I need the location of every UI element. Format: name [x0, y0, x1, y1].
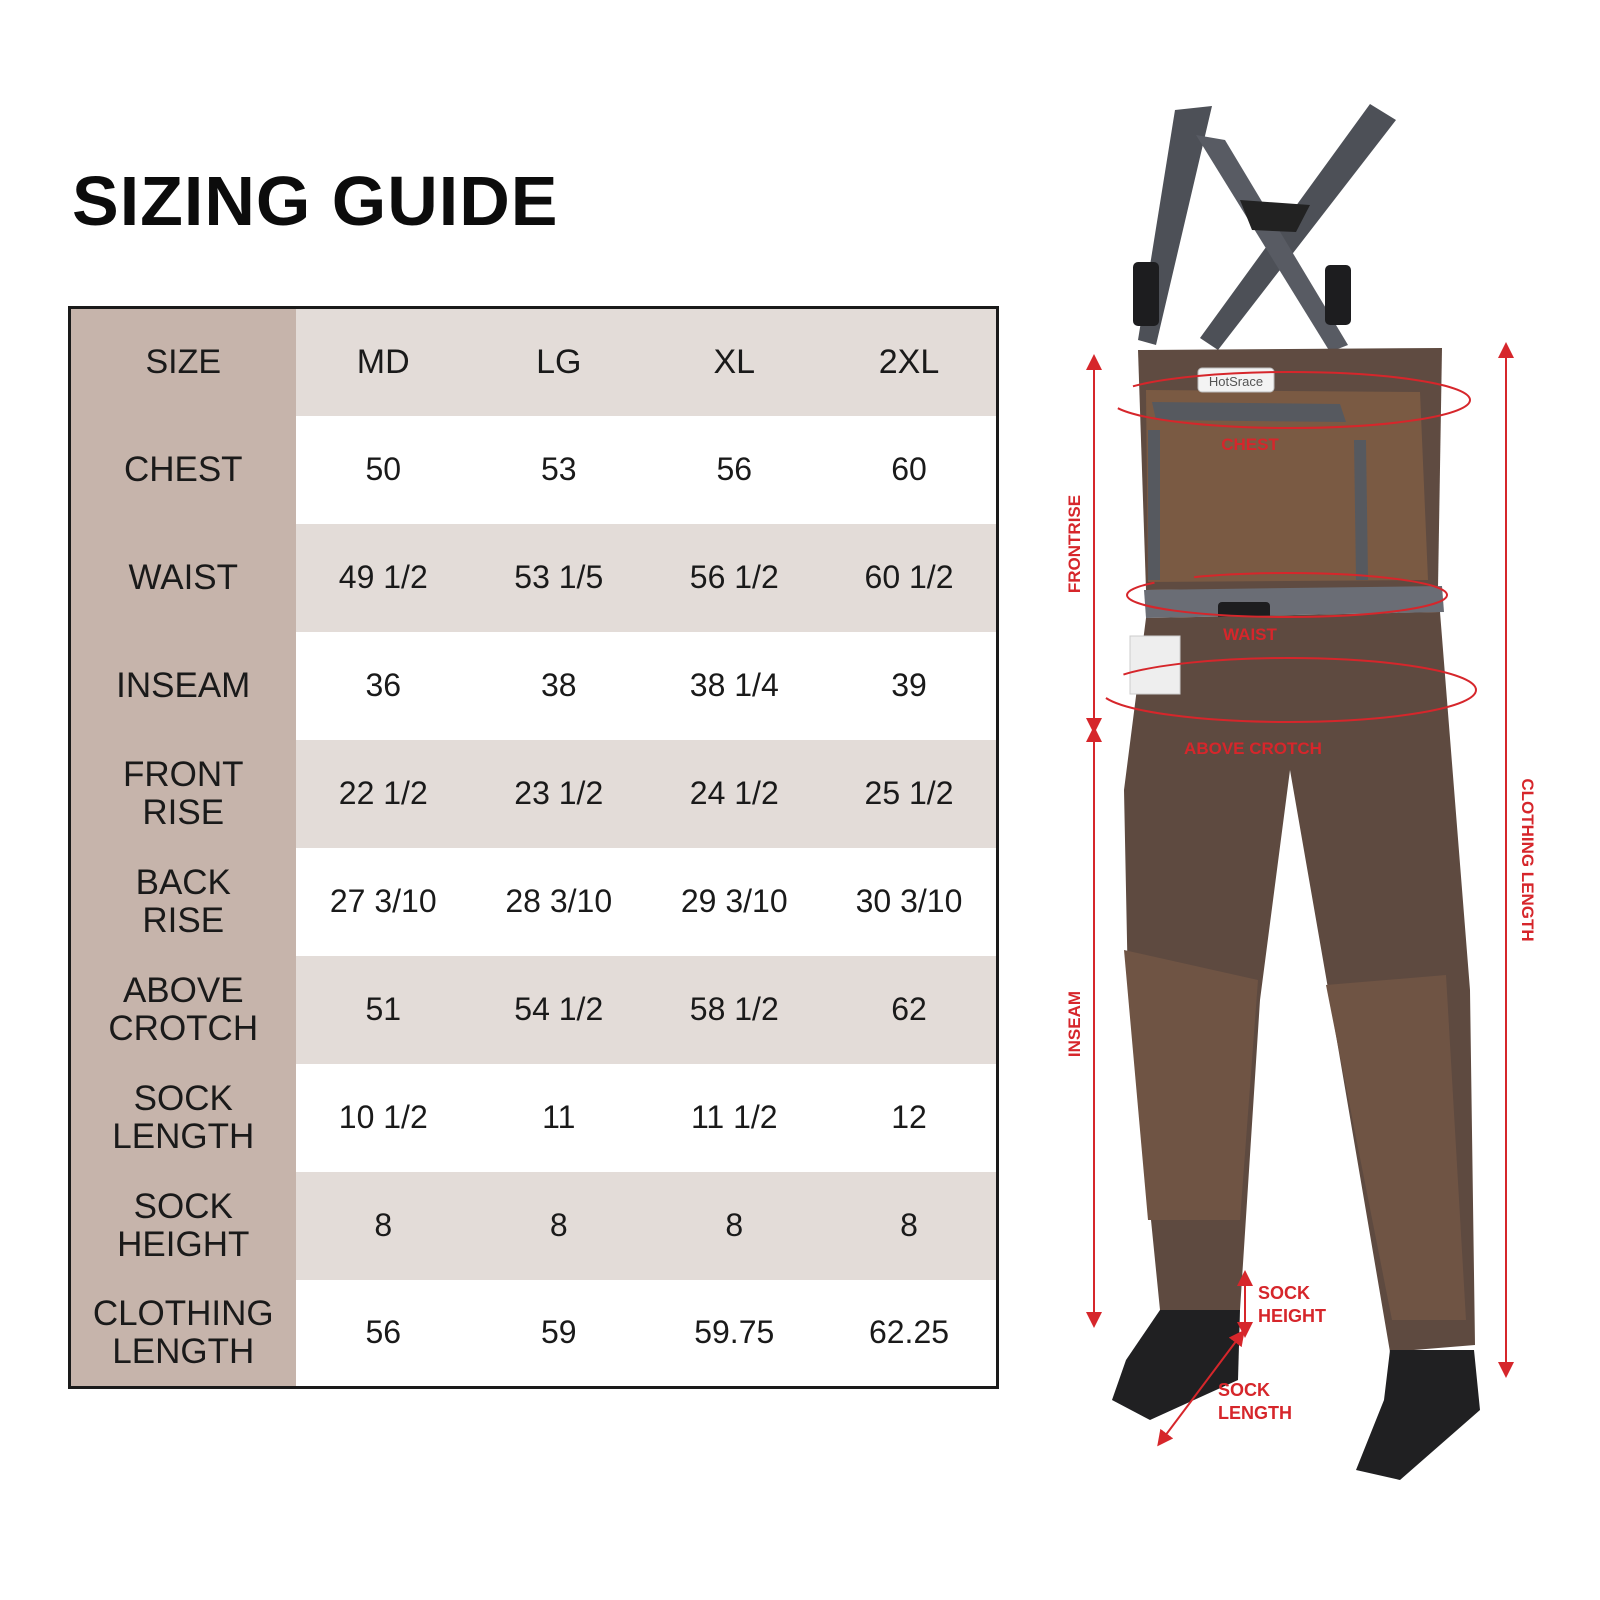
header-label-cell: SIZE	[70, 308, 296, 416]
table-cell: 10 1/2	[296, 1064, 472, 1172]
table-cell: 12	[822, 1064, 998, 1172]
table-row	[70, 1280, 998, 1388]
row-label: ABOVE CROTCH	[70, 956, 296, 1064]
row-label: BACK RISE	[70, 848, 296, 956]
table-row	[70, 740, 998, 848]
knee-patch-left	[1124, 950, 1258, 1220]
table-cell: 11	[471, 1064, 647, 1172]
row-label: SOCK LENGTH	[70, 1064, 296, 1172]
table-cell: 56	[296, 1280, 472, 1388]
table-cell: 53 1/5	[471, 524, 647, 632]
table-cell: 59	[471, 1280, 647, 1388]
row-label: FRONT RISE	[70, 740, 296, 848]
table-cell: 38	[471, 632, 647, 740]
sock-height-label-line2: HEIGHT	[1258, 1306, 1327, 1326]
above-crotch-label: ABOVE CROTCH	[1184, 739, 1322, 758]
table-cell: 58 1/2	[647, 956, 823, 1064]
table-cell: 62	[822, 956, 998, 1064]
table-cell: 29 3/10	[647, 848, 823, 956]
knee-patch-right	[1326, 975, 1466, 1320]
table-cell: 23 1/2	[471, 740, 647, 848]
chest-label: CHEST	[1221, 435, 1279, 454]
clothing-length-label: CLOTHING LENGTH	[1518, 778, 1537, 942]
table-row	[70, 632, 998, 740]
table-cell: 62.25	[822, 1280, 998, 1388]
table-cell: 8	[296, 1172, 472, 1280]
table-row	[70, 524, 998, 632]
table-cell: 60 1/2	[822, 524, 998, 632]
table-cell: 51	[296, 956, 472, 1064]
row-label: INSEAM	[70, 632, 296, 740]
table-cell: 8	[822, 1172, 998, 1280]
table-cell: 28 3/10	[471, 848, 647, 956]
table-cell: 27 3/10	[296, 848, 472, 956]
table-cell: 24 1/2	[647, 740, 823, 848]
row-label: WAIST	[70, 524, 296, 632]
waist-label: WAIST	[1223, 625, 1277, 644]
table-cell: 49 1/2	[296, 524, 472, 632]
table-cell: 25 1/2	[822, 740, 998, 848]
sock-length-label-line1: SOCK	[1218, 1380, 1271, 1400]
table-cell: 8	[647, 1172, 823, 1280]
table-cell: 56 1/2	[647, 524, 823, 632]
table-cell: 36	[296, 632, 472, 740]
size-header-xl: XL	[647, 308, 823, 416]
table-cell: 59.75	[647, 1280, 823, 1388]
table-cell: 53	[471, 416, 647, 524]
wader-diagram	[1030, 90, 1590, 1510]
table-cell: 22 1/2	[296, 740, 472, 848]
size-header-md: MD	[296, 308, 472, 416]
sizing-table	[68, 306, 999, 1389]
table-cell: 56	[647, 416, 823, 524]
inseam-label: INSEAM	[1065, 990, 1084, 1058]
sock-length-label-line2: LENGTH	[1218, 1403, 1292, 1423]
page-title: SIZING GUIDE	[72, 162, 559, 240]
table-row	[70, 1064, 998, 1172]
table-cell: 39	[822, 632, 998, 740]
frontrise-label: FRONTRISE	[1065, 494, 1084, 594]
table-cell: 11 1/2	[647, 1064, 823, 1172]
suspender-straps	[1133, 104, 1396, 352]
size-header-2xl: 2XL	[822, 308, 998, 416]
row-label: CHEST	[70, 416, 296, 524]
table-row	[70, 848, 998, 956]
sock-height-label-line1: SOCK	[1258, 1283, 1311, 1303]
table-cell: 60	[822, 416, 998, 524]
neoprene-sock-right	[1356, 1350, 1480, 1480]
table-row	[70, 956, 998, 1064]
row-label: CLOTHING LENGTH	[70, 1280, 296, 1388]
table-cell: 8	[471, 1172, 647, 1280]
size-header-lg: LG	[471, 308, 647, 416]
brand-name: HotSrace	[1208, 374, 1264, 389]
row-label: SOCK HEIGHT	[70, 1172, 296, 1280]
table-cell: 38 1/4	[647, 632, 823, 740]
table-row	[70, 1172, 998, 1280]
table-row	[70, 416, 998, 524]
table-header-row	[70, 308, 998, 416]
table-cell: 50	[296, 416, 472, 524]
table-cell: 30 3/10	[822, 848, 998, 956]
table-cell: 54 1/2	[471, 956, 647, 1064]
